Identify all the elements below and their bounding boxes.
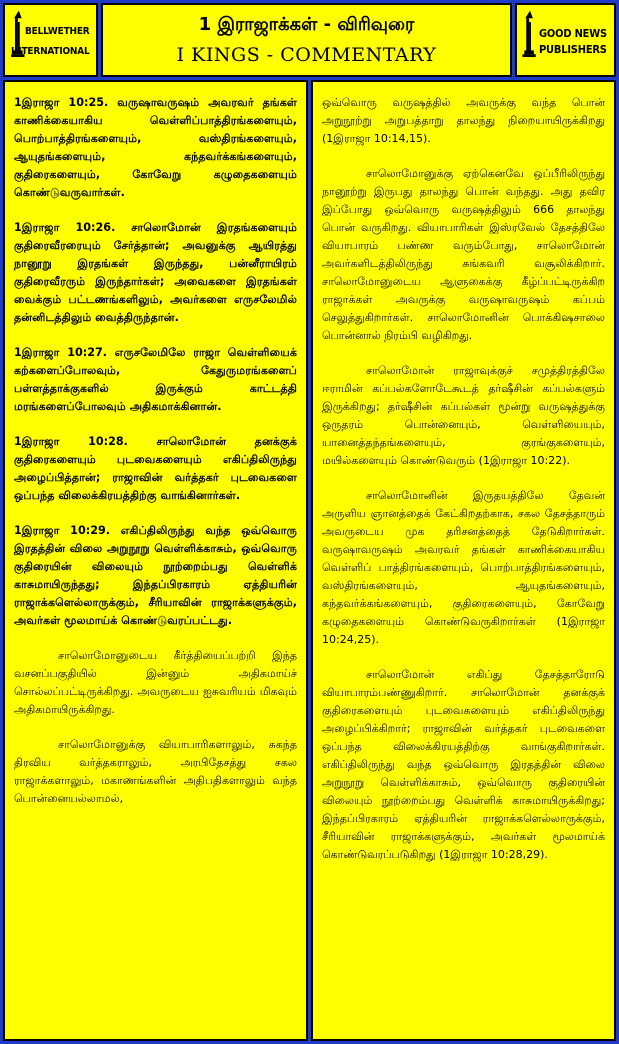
commentary-paragraph: சாலொமோனுக்கு ஏற்கெனவே ஒப்பீரிலிருந்து நானூற்று இருபது தாலந்து பொன் வந்தது. அது தவிர இப்போது ஒவ்வொரு வருஷத்திலும் 666 தாலந்து பொன் வருகிறது. வியாபாரிகள் இஸ்ரவேல் தேசத்திலே வியாபாரம் பண்ண வரும்போது, சாலொமோன் அவர்களிடத்திலிருந்து சுங்கவரி வசூலிக்கிறார். சாலொமோனுடைய ஆளுகைக்கு கீழ்ப்பட்டிருக்கிற ராஜாக்கள் அவருக்கு வருஷாவருஷம் கப்பம் செலுத்துகிறார்கள். சாலொமோனின் பொக்கிஷசாலை பொன்னால் நிரம்பி வழிகிறது. [322, 167, 605, 342]
verse-10-27: 1இராஜா 10:27. எருசலேமிலே ராஜா வெள்ளியைக் கற்களைப்போலவும், கேதுருமரங்களைப் பள்ளத்தாக்குகளில் இருக்கும் காட்டத்தி மரங்களைப்போலவும் அதிகமாக்கினான். [14, 346, 297, 413]
good-news-publishers-logo [515, 3, 616, 77]
commentary-paragraph: சாலொமோனின் இருதயத்திலே தேவன் அருளிய ஞானத்தைக் கேட்கிறதற்காக, சகல தேசத்தாரும் அவருடைய முக தரிசனத்தைத் தேடுகிறார்கள். வருஷாவருஷம் அவரவர் தங்கள் காணிக்கையாகிய வெள்ளிப் பாத்திரங்களையும், பொற்பாத்திரங்களையும், வஸ்திரங்களையும், ஆயுதங்களையும், கந்தவர்க்கங்களையும், குதிரைகளையும், கோவேறு கழுதைகளையும் கொண்டுவருகிறார்கள் (1இராஜா 10:24,25). [322, 489, 605, 646]
commentary-paragraph: சாலொமோன் எகிப்து தேசத்தாரோடு வியாபாரம்பண்ணுகிறார். சாலொமோன் தனக்குக் குதிரைகளையும் புடவைகளையும் எகிப்திலிருந்து அழைப்பிக்கிறார்; ராஜாவின் வர்த்தகர் புடவைகளை ஒப்பந்த விலைக்கிரயத்திற்கு வாங்குகிறார்கள். எகிப்திலிருந்து வந்த ஒவ்வொரு இரதத்தின் விலை அறுநூறு வெள்ளிக்காசும், ஒவ்வொரு குதிரையின் விலையும் நூற்றைம்பது வெள்ளிக் காசுமாயிருக்கிறது; இந்தப்பிரகாரம் ஏத்தியரின் ராஜாக்களெல்லாருக்கும், சீரியாவின் ராஜாக்களுக்கும், அவர்கள் மூலமாய்க் கொண்டுவரப்படுகிறது (1இராஜா 10:28,29). [322, 668, 605, 861]
bellwether-logo [3, 3, 98, 77]
verse-10-29: 1இராஜா 10:29. எகிப்திலிருந்து வந்த ஒவ்வொரு இரதத்தின் விலை அறுநூறு வெள்ளிக்காசும், ஒவ்வொரு குதிரையின் விலையும் நூற்றைம்பது வெள்ளிக் காசுமாயிருந்தது; இந்தப்பிரகாரம் ஏத்தியரின் ராஜாக்களெல்லாருக்கும், சீரியாவின் ராஜாக்களுக்கும், அவர்கள் மூலமாய்க் கொண்டுவரப்பட்டது. [14, 524, 297, 627]
page-header [101, 3, 512, 77]
logo-right-line1: GOOD NEWS [539, 27, 607, 40]
verse-10-28: 1இராஜா 10:28. சாலொமோன் தனக்குக் குதிரைகளையும் புடவைகளையும் எகிப்திலிருந்து அழைப்பித்தான்; ராஜாவின் வர்த்தகர் புடவைகளை ஒப்பந்த விலைக்கிரயத்திற்கு வாங்கினார்கள். [14, 435, 297, 502]
bell-tower-icon [5, 5, 96, 75]
title-tamil: 1 இராஜாக்கள் - விரிவுரை [198, 14, 415, 35]
bell-tower-icon [517, 5, 614, 75]
logo-left-line2: INTERNATIONAL [11, 46, 90, 57]
right-column [311, 80, 616, 1041]
logo-right-line2: PUBLISHERS [539, 43, 607, 56]
commentary-paragraph: சாலொமோன் ராஜாவுக்குச் சமுத்திரத்திலே ஈராமின் கப்பல்களோடேகூடத் தர்ஷீசின் கப்பல்களும் இருக்கிறது; தர்ஷீசின் கப்பல்கள் மூன்று வருஷத்துக்கு ஒருதரம் பொன்னையும், வெள்ளியையும், யானைத்தந்தங்களையும், குரங்குகளையும், மயில்களையும் கொண்டுவரும் (1இராஜா 10:22). [322, 364, 605, 467]
left-column [3, 80, 308, 1041]
commentary-paragraph: சாலொமோனுடைய கீர்த்தியைப்பற்றி இந்த வசனப்பகுதியில் இன்னும் அதிகமாய்ச் சொல்லப்பட்டிருக்கிறது. அவருடைய ஐசுவரியம் மிகவும் அதிகமாயிருக்கிறது. [14, 649, 297, 716]
verse-10-26: 1இராஜா 10:26. சாலொமோன் இரதங்களையும் குதிரைவீரரையும் சேர்த்தான்; அவனுக்கு ஆயிரத்து நானூறு இரதங்கள் இருந்தது, பன்னீராயிரம் குதிரைவீரரும் இருந்தார்கள்; அவைகளை இரதங்கள் வைக்கும் பட்டணங்களிலும், அவர்களை எருசலேமில் தன்னிடத்திலும் வைத்திருந்தான். [14, 221, 297, 324]
verse-10-25: 1இராஜா 10:25. வருஷாவருஷம் அவரவர் தங்கள் காணிக்கையாகிய வெள்ளிப்பாத்திரங்களையும், பொற்பாத்திரங்களையும், வஸ்திரங்களையும், ஆயுதங்களையும், கந்தவர்க்கங்களையும், குதிரைகளையும், கோவேறு கழுதைகளையும் கொண்டுவருவார்கள். [14, 96, 297, 199]
title-english: I KINGS - COMMENTARY [176, 44, 437, 66]
commentary-paragraph: ஒவ்வொரு வருஷத்தில் அவருக்கு வந்த பொன் அறுநூற்று அறுபத்தாறு தாலந்து நிறையாயிருக்கிறது (1இராஜா 10:14,15). [322, 96, 605, 145]
commentary-paragraph: சாலொமோனுக்கு வியாபாரிகளாலும், சுகந்த திரவிய வர்த்தகராலும், அரபிதேசத்து சகல ராஜாக்களாலும், மகாணங்களின் அதிபதிகளாலும் வந்த பொன்னையல்லாமல், [14, 738, 297, 805]
logo-left-line1: BELLWETHER [25, 26, 90, 37]
